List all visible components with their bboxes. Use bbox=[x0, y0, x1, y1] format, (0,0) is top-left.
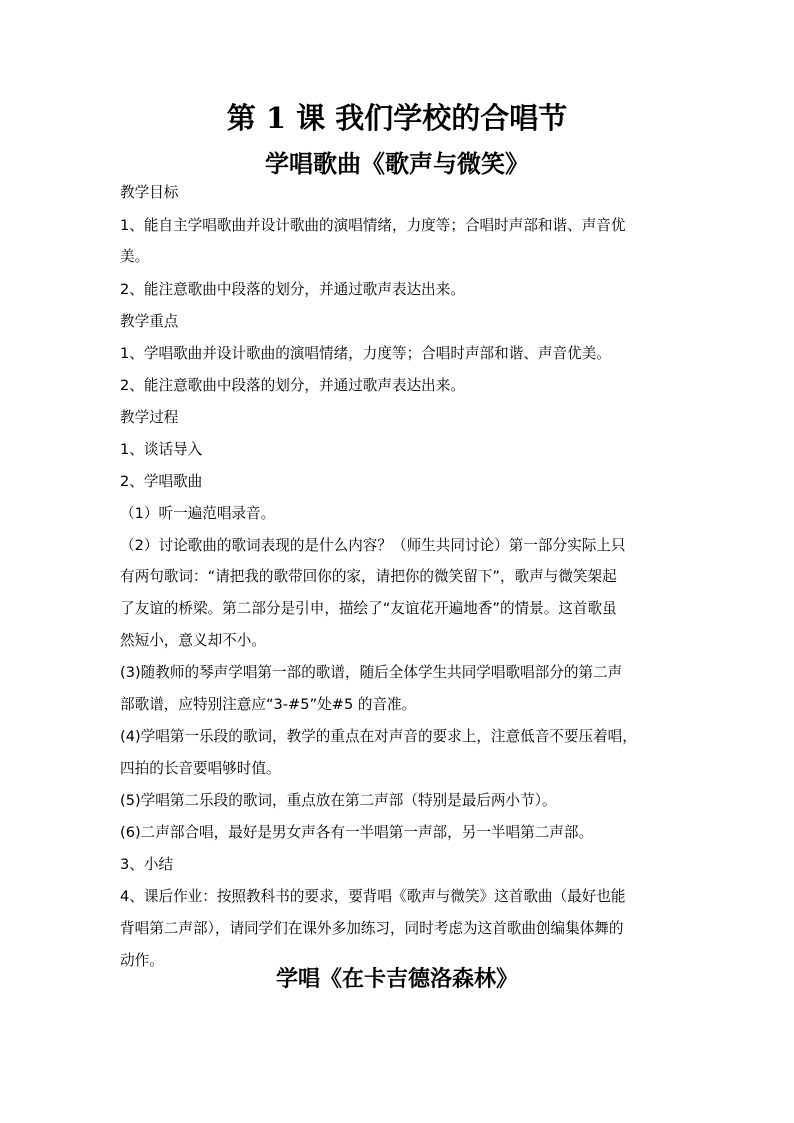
process-line: （1）听一遍范唱录音。 bbox=[120, 505, 276, 522]
objective-line: 1、能自主学唱歌曲并设计歌曲的演唱情绪，力度等；合唱时声部和谐、声音优 bbox=[120, 217, 626, 234]
song-subtitle: 学唱歌曲《歌声与微笑》 bbox=[265, 149, 529, 178]
process-line: 1、谈话导入 bbox=[120, 441, 203, 458]
process-line: 3、小结 bbox=[120, 856, 174, 873]
process-line: 有两句歌词：“请把我的歌带回你的家，请把你的微笑留下”，歌声与微笑架起 bbox=[120, 568, 617, 585]
key-point-line: 2、能注意歌曲中段落的划分，并通过歌声表达出来。 bbox=[120, 377, 465, 394]
objective-line: 2、能注意歌曲中段落的划分，并通过歌声表达出来。 bbox=[120, 281, 465, 298]
process-line: 背唱第二声部），请同学们在课外多加练习，同时考虑为这首歌曲创编集体舞的 bbox=[120, 920, 624, 937]
process-line: (5)学唱第二乐段的歌词，重点放在第二声部（特别是最后两小节）。 bbox=[120, 792, 557, 809]
objective-line: 美。 bbox=[120, 248, 150, 265]
section-heading-process: 教学过程 bbox=[120, 409, 179, 426]
key-point-line: 1、学唱歌曲并设计歌曲的演唱情绪，力度等；合唱时声部和谐、声音优美。 bbox=[120, 345, 611, 362]
process-line: (4)学唱第一乐段的歌词，教学的重点在对声音的要求上，注意低音不要压着唱， bbox=[120, 728, 637, 745]
process-line: 动作。 bbox=[120, 952, 164, 969]
section-heading-objectives: 教学目标 bbox=[120, 184, 179, 201]
process-line: 了友谊的桥梁。第二部分是引申，描绘了“友谊花开遍地香”的情景。这首歌虽 bbox=[120, 600, 617, 617]
process-line: (6)二声部合唱，最好是男女声各有一半唱第一声部，另一半唱第二声部。 bbox=[120, 824, 594, 841]
lesson-title: 第 1 课 我们学校的合唱节 bbox=[226, 101, 568, 135]
process-line: 2、学唱歌曲 bbox=[120, 473, 203, 490]
process-line: 然短小，意义却不小。 bbox=[120, 632, 266, 649]
process-line: 4、课后作业：按照教科书的要求，要背唱《歌声与微笑》这首歌曲（最好也能 bbox=[120, 888, 626, 905]
process-line: （2）讨论歌曲的歌词表现的是什么内容？（师生共同讨论）第一部分实际上只 bbox=[120, 537, 626, 554]
next-song-title: 学唱《在卡吉德洛森林》 bbox=[275, 966, 518, 992]
process-line: (3)随教师的琴声学唱第一部的歌谱，随后全体学生共同学唱歌唱部分的第二声 bbox=[120, 664, 623, 681]
process-line: 四拍的长音要唱够时值。 bbox=[120, 760, 281, 777]
process-line: 部歌谱，应特别注意应“3-#5”处#5 的音准。 bbox=[120, 696, 417, 713]
section-heading-key-points: 教学重点 bbox=[120, 313, 179, 330]
